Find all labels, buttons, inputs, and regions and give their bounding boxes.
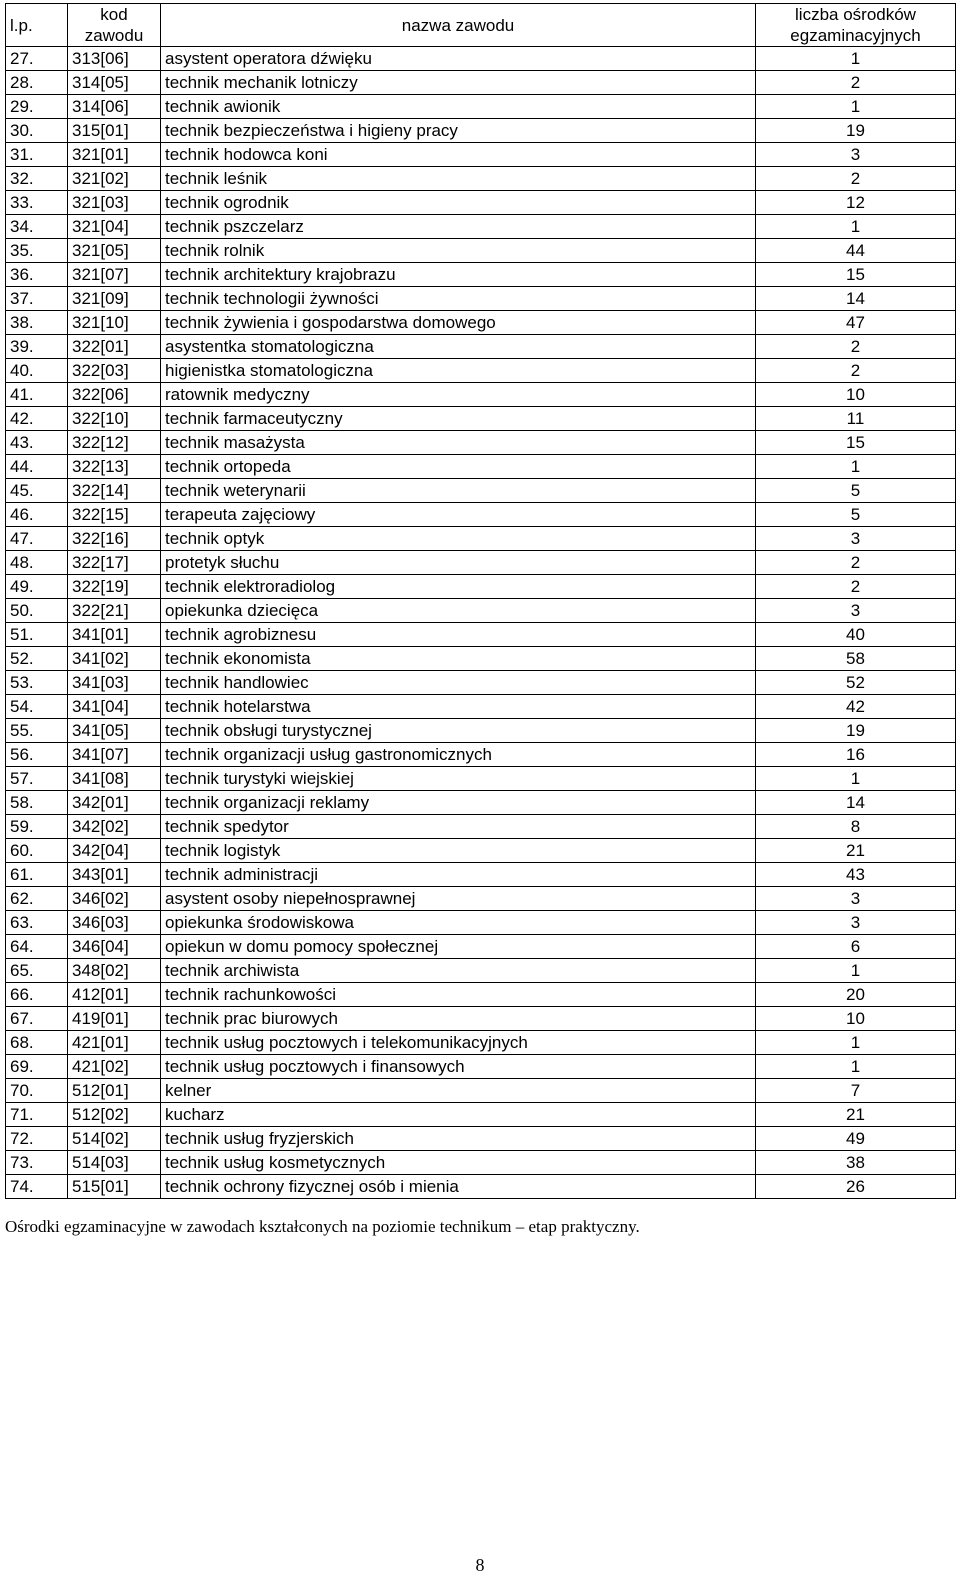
cell-lp: 27. [6, 47, 68, 71]
cell-nazwa: technik hotelarstwa [161, 695, 756, 719]
cell-nazwa: technik ogrodnik [161, 191, 756, 215]
cell-nazwa: terapeuta zajęciowy [161, 503, 756, 527]
cell-lp: 42. [6, 407, 68, 431]
cell-kod: 314[05] [68, 71, 161, 95]
cell-kod: 322[10] [68, 407, 161, 431]
table-row [6, 1127, 956, 1151]
cell-lp: 47. [6, 527, 68, 551]
cell-nazwa: technik handlowiec [161, 671, 756, 695]
cell-kod: 321[04] [68, 215, 161, 239]
table-row [6, 935, 956, 959]
cell-nazwa: higienistka stomatologiczna [161, 359, 756, 383]
table-row [6, 767, 956, 791]
occupations-table [5, 3, 956, 1199]
cell-kod: 515[01] [68, 1175, 161, 1199]
table-row [6, 191, 956, 215]
cell-lp: 59. [6, 815, 68, 839]
cell-liczba: 52 [756, 671, 956, 695]
cell-nazwa: kelner [161, 1079, 756, 1103]
table-row [6, 407, 956, 431]
cell-kod: 346[04] [68, 935, 161, 959]
cell-nazwa: technik farmaceutyczny [161, 407, 756, 431]
cell-liczba: 14 [756, 791, 956, 815]
table-row [6, 47, 956, 71]
cell-lp: 45. [6, 479, 68, 503]
header-kod [68, 4, 161, 47]
cell-liczba: 19 [756, 719, 956, 743]
table-row [6, 95, 956, 119]
table-caption: Ośrodki egzaminacyjne w zawodach kształconych na poziomie technikum – etap praktyczny. [5, 1217, 640, 1236]
cell-liczba: 1 [756, 215, 956, 239]
table-row [6, 647, 956, 671]
cell-kod: 322[15] [68, 503, 161, 527]
cell-kod: 322[21] [68, 599, 161, 623]
cell-nazwa: technik hodowca koni [161, 143, 756, 167]
cell-nazwa: asystent osoby niepełnosprawnej [161, 887, 756, 911]
cell-nazwa: technik organizacji reklamy [161, 791, 756, 815]
cell-liczba: 3 [756, 143, 956, 167]
cell-liczba: 2 [756, 167, 956, 191]
table-row [6, 575, 956, 599]
cell-kod: 341[05] [68, 719, 161, 743]
table-row [6, 215, 956, 239]
header-kod-line1: kod [100, 5, 128, 24]
cell-liczba: 49 [756, 1127, 956, 1151]
table-row [6, 863, 956, 887]
table-row [6, 911, 956, 935]
cell-kod: 341[07] [68, 743, 161, 767]
table-row [6, 479, 956, 503]
header-nazwa: nazwa zawodu [161, 4, 756, 47]
cell-lp: 44. [6, 455, 68, 479]
cell-liczba: 1 [756, 959, 956, 983]
cell-nazwa: protetyk słuchu [161, 551, 756, 575]
cell-nazwa: technik agrobiznesu [161, 623, 756, 647]
cell-lp: 28. [6, 71, 68, 95]
cell-liczba: 21 [756, 1103, 956, 1127]
table-row [6, 359, 956, 383]
cell-kod: 346[02] [68, 887, 161, 911]
table-body [6, 47, 956, 1199]
table-row [6, 383, 956, 407]
cell-lp: 37. [6, 287, 68, 311]
cell-liczba: 2 [756, 551, 956, 575]
cell-nazwa: technik usług pocztowych i finansowych [161, 1055, 756, 1079]
cell-liczba: 14 [756, 287, 956, 311]
cell-lp: 36. [6, 263, 68, 287]
cell-lp: 60. [6, 839, 68, 863]
cell-kod: 321[03] [68, 191, 161, 215]
cell-kod: 321[07] [68, 263, 161, 287]
cell-lp: 35. [6, 239, 68, 263]
cell-nazwa: technik rachunkowości [161, 983, 756, 1007]
header-liczba-line1: liczba ośrodków [795, 5, 916, 24]
cell-nazwa: technik technologii żywności [161, 287, 756, 311]
cell-liczba: 5 [756, 479, 956, 503]
table-row [6, 287, 956, 311]
cell-nazwa: technik leśnik [161, 167, 756, 191]
cell-nazwa: technik usług pocztowych i telekomunikacyjnych [161, 1031, 756, 1055]
cell-lp: 62. [6, 887, 68, 911]
table-row [6, 815, 956, 839]
cell-kod: 321[10] [68, 311, 161, 335]
cell-nazwa: asystentka stomatologiczna [161, 335, 756, 359]
cell-lp: 66. [6, 983, 68, 1007]
cell-nazwa: technik rolnik [161, 239, 756, 263]
cell-lp: 48. [6, 551, 68, 575]
table-row [6, 263, 956, 287]
cell-liczba: 1 [756, 455, 956, 479]
cell-nazwa: technik prac biurowych [161, 1007, 756, 1031]
cell-nazwa: technik bezpieczeństwa i higieny pracy [161, 119, 756, 143]
cell-liczba: 42 [756, 695, 956, 719]
table-row [6, 887, 956, 911]
cell-nazwa: opiekun w domu pomocy społecznej [161, 935, 756, 959]
table-row [6, 695, 956, 719]
cell-nazwa: technik archiwista [161, 959, 756, 983]
cell-kod: 341[01] [68, 623, 161, 647]
cell-lp: 40. [6, 359, 68, 383]
table-row [6, 71, 956, 95]
table-row [6, 1055, 956, 1079]
cell-lp: 46. [6, 503, 68, 527]
cell-kod: 421[02] [68, 1055, 161, 1079]
table-row [6, 1103, 956, 1127]
table-row [6, 239, 956, 263]
cell-kod: 322[13] [68, 455, 161, 479]
cell-liczba: 3 [756, 599, 956, 623]
cell-liczba: 43 [756, 863, 956, 887]
cell-lp: 34. [6, 215, 68, 239]
cell-nazwa: ratownik medyczny [161, 383, 756, 407]
cell-lp: 53. [6, 671, 68, 695]
cell-liczba: 11 [756, 407, 956, 431]
cell-nazwa: technik logistyk [161, 839, 756, 863]
cell-lp: 72. [6, 1127, 68, 1151]
cell-lp: 29. [6, 95, 68, 119]
cell-nazwa: technik masażysta [161, 431, 756, 455]
cell-nazwa: kucharz [161, 1103, 756, 1127]
cell-lp: 64. [6, 935, 68, 959]
table-row [6, 1007, 956, 1031]
cell-kod: 322[01] [68, 335, 161, 359]
cell-liczba: 2 [756, 71, 956, 95]
cell-lp: 71. [6, 1103, 68, 1127]
header-lp: l.p. [6, 4, 68, 47]
table-row [6, 791, 956, 815]
cell-liczba: 38 [756, 1151, 956, 1175]
table-row [6, 959, 956, 983]
cell-kod: 342[02] [68, 815, 161, 839]
cell-nazwa: technik ortopeda [161, 455, 756, 479]
cell-nazwa: technik optyk [161, 527, 756, 551]
cell-liczba: 8 [756, 815, 956, 839]
cell-lp: 58. [6, 791, 68, 815]
cell-liczba: 1 [756, 1055, 956, 1079]
table-row [6, 1175, 956, 1199]
cell-kod: 421[01] [68, 1031, 161, 1055]
cell-liczba: 3 [756, 527, 956, 551]
cell-kod: 341[03] [68, 671, 161, 695]
cell-kod: 412[01] [68, 983, 161, 1007]
cell-kod: 322[17] [68, 551, 161, 575]
cell-lp: 50. [6, 599, 68, 623]
cell-kod: 346[03] [68, 911, 161, 935]
cell-lp: 67. [6, 1007, 68, 1031]
header-kod-line2: zawodu [84, 26, 144, 45]
table-row [6, 167, 956, 191]
header-liczba [756, 4, 956, 47]
cell-liczba: 12 [756, 191, 956, 215]
table-row [6, 839, 956, 863]
cell-lp: 31. [6, 143, 68, 167]
cell-lp: 70. [6, 1079, 68, 1103]
cell-nazwa: technik usług fryzjerskich [161, 1127, 756, 1151]
table-row [6, 743, 956, 767]
cell-liczba: 21 [756, 839, 956, 863]
cell-nazwa: opiekunka środowiskowa [161, 911, 756, 935]
cell-lp: 39. [6, 335, 68, 359]
table-row [6, 1031, 956, 1055]
cell-nazwa: technik elektroradiolog [161, 575, 756, 599]
cell-nazwa: opiekunka dziecięca [161, 599, 756, 623]
cell-kod: 341[02] [68, 647, 161, 671]
cell-liczba: 5 [756, 503, 956, 527]
cell-liczba: 20 [756, 983, 956, 1007]
cell-lp: 38. [6, 311, 68, 335]
cell-liczba: 3 [756, 911, 956, 935]
cell-kod: 313[06] [68, 47, 161, 71]
table-row [6, 455, 956, 479]
cell-liczba: 1 [756, 767, 956, 791]
cell-liczba: 10 [756, 383, 956, 407]
cell-lp: 65. [6, 959, 68, 983]
cell-kod: 314[06] [68, 95, 161, 119]
cell-liczba: 2 [756, 359, 956, 383]
cell-kod: 322[16] [68, 527, 161, 551]
cell-liczba: 15 [756, 263, 956, 287]
table-row [6, 599, 956, 623]
cell-kod: 322[03] [68, 359, 161, 383]
table-row [6, 983, 956, 1007]
table-row [6, 1079, 956, 1103]
cell-liczba: 40 [756, 623, 956, 647]
cell-lp: 61. [6, 863, 68, 887]
cell-lp: 73. [6, 1151, 68, 1175]
cell-nazwa: technik turystyki wiejskiej [161, 767, 756, 791]
cell-kod: 321[09] [68, 287, 161, 311]
cell-liczba: 7 [756, 1079, 956, 1103]
cell-liczba: 47 [756, 311, 956, 335]
cell-nazwa: technik ekonomista [161, 647, 756, 671]
table-row [6, 671, 956, 695]
cell-kod: 514[02] [68, 1127, 161, 1151]
cell-kod: 341[08] [68, 767, 161, 791]
cell-lp: 32. [6, 167, 68, 191]
cell-liczba: 3 [756, 887, 956, 911]
cell-liczba: 10 [756, 1007, 956, 1031]
cell-nazwa: technik usług kosmetycznych [161, 1151, 756, 1175]
cell-kod: 348[02] [68, 959, 161, 983]
table-row [6, 431, 956, 455]
cell-nazwa: technik pszczelarz [161, 215, 756, 239]
cell-lp: 69. [6, 1055, 68, 1079]
cell-lp: 68. [6, 1031, 68, 1055]
table-row [6, 311, 956, 335]
cell-kod: 321[02] [68, 167, 161, 191]
cell-nazwa: technik administracji [161, 863, 756, 887]
cell-nazwa: technik organizacji usług gastronomicznych [161, 743, 756, 767]
table-row [6, 119, 956, 143]
cell-nazwa: technik mechanik lotniczy [161, 71, 756, 95]
cell-kod: 512[02] [68, 1103, 161, 1127]
cell-lp: 57. [6, 767, 68, 791]
cell-liczba: 2 [756, 335, 956, 359]
table-row [6, 503, 956, 527]
cell-liczba: 6 [756, 935, 956, 959]
cell-nazwa: technik architektury krajobrazu [161, 263, 756, 287]
cell-lp: 74. [6, 1175, 68, 1199]
cell-liczba: 19 [756, 119, 956, 143]
cell-lp: 49. [6, 575, 68, 599]
cell-nazwa: technik weterynarii [161, 479, 756, 503]
cell-lp: 43. [6, 431, 68, 455]
cell-nazwa: technik obsługi turystycznej [161, 719, 756, 743]
cell-liczba: 1 [756, 95, 956, 119]
cell-kod: 322[06] [68, 383, 161, 407]
cell-kod: 341[04] [68, 695, 161, 719]
cell-kod: 321[05] [68, 239, 161, 263]
cell-kod: 322[14] [68, 479, 161, 503]
cell-lp: 30. [6, 119, 68, 143]
cell-liczba: 16 [756, 743, 956, 767]
cell-kod: 512[01] [68, 1079, 161, 1103]
table-row [6, 527, 956, 551]
cell-nazwa: technik ochrony fizycznej osób i mienia [161, 1175, 756, 1199]
cell-nazwa: asystent operatora dźwięku [161, 47, 756, 71]
cell-lp: 51. [6, 623, 68, 647]
cell-kod: 343[01] [68, 863, 161, 887]
cell-liczba: 2 [756, 575, 956, 599]
cell-liczba: 1 [756, 1031, 956, 1055]
table-row [6, 719, 956, 743]
cell-nazwa: technik spedytor [161, 815, 756, 839]
cell-kod: 342[01] [68, 791, 161, 815]
cell-lp: 63. [6, 911, 68, 935]
cell-lp: 41. [6, 383, 68, 407]
cell-kod: 514[03] [68, 1151, 161, 1175]
table-row [6, 1151, 956, 1175]
cell-kod: 322[12] [68, 431, 161, 455]
cell-lp: 56. [6, 743, 68, 767]
cell-lp: 52. [6, 647, 68, 671]
cell-kod: 322[19] [68, 575, 161, 599]
cell-nazwa: technik żywienia i gospodarstwa domowego [161, 311, 756, 335]
cell-liczba: 1 [756, 47, 956, 71]
table-row [6, 623, 956, 647]
cell-nazwa: technik awionik [161, 95, 756, 119]
table-row [6, 143, 956, 167]
table-header-row [6, 4, 956, 47]
table-row [6, 551, 956, 575]
table-row [6, 335, 956, 359]
cell-liczba: 26 [756, 1175, 956, 1199]
cell-liczba: 15 [756, 431, 956, 455]
cell-kod: 321[01] [68, 143, 161, 167]
cell-kod: 419[01] [68, 1007, 161, 1031]
header-liczba-line2: egzaminacyjnych [790, 26, 921, 45]
cell-lp: 55. [6, 719, 68, 743]
cell-kod: 315[01] [68, 119, 161, 143]
cell-kod: 342[04] [68, 839, 161, 863]
cell-lp: 54. [6, 695, 68, 719]
cell-liczba: 44 [756, 239, 956, 263]
cell-liczba: 58 [756, 647, 956, 671]
cell-lp: 33. [6, 191, 68, 215]
page-number: 8 [475, 1555, 485, 1575]
